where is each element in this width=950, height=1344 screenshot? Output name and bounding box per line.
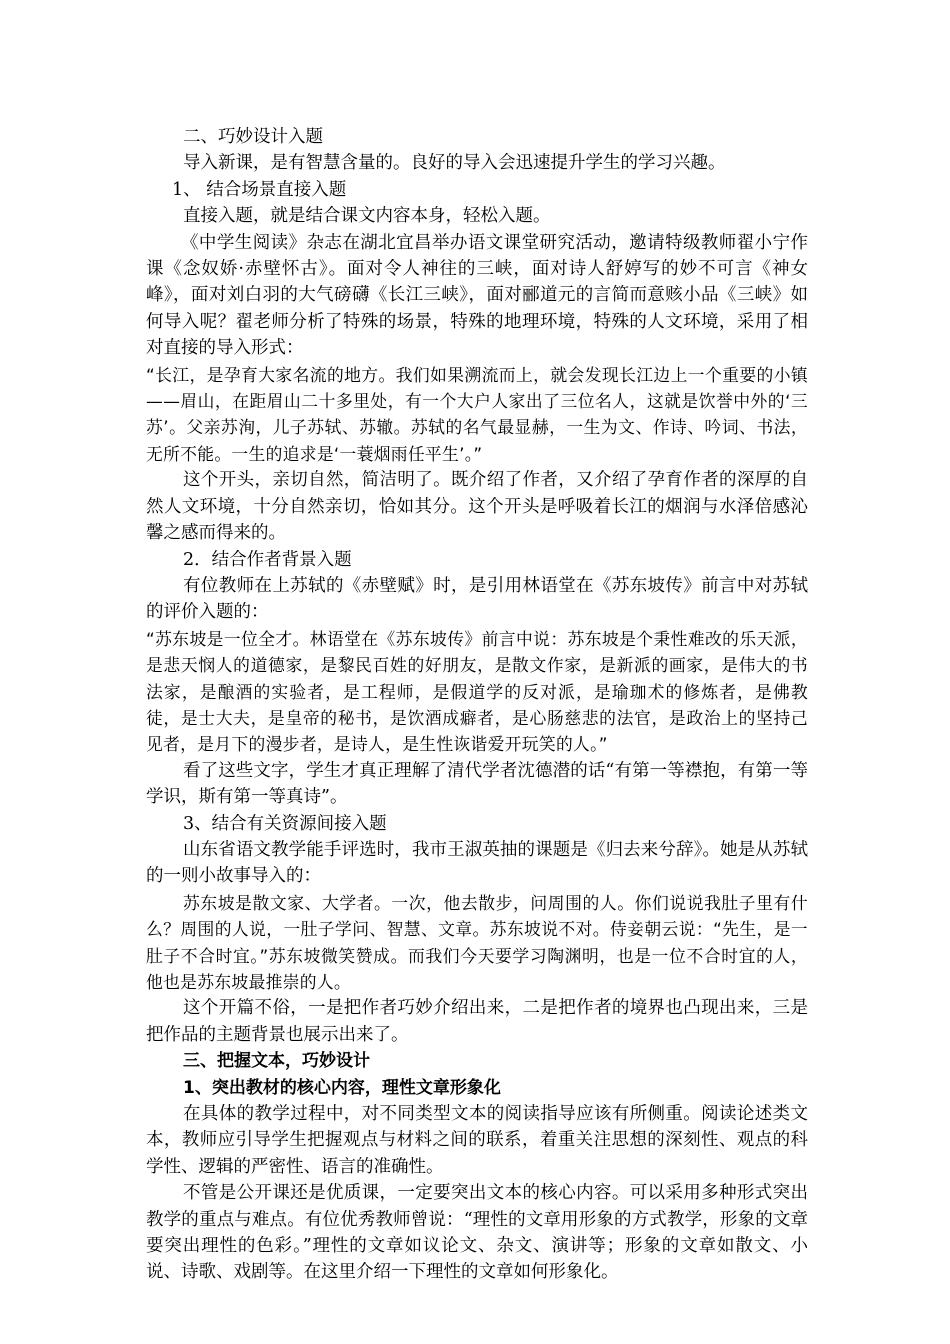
paragraph: 这个开头，亲切自然，简洁明了。既介绍了作者，又介绍了孕育作者的深厚的自然人文环境，十分自然亲切，恰如其分。这个开头是呼吸着长江的烟润与水泽倍感沁馨之感而得来的。 bbox=[146, 470, 808, 544]
section-heading: 二、巧妙设计入题 bbox=[183, 127, 323, 147]
subsection-heading: 2．结合作者背景入题 bbox=[183, 549, 352, 570]
paragraph: 这个开篇不俗，一是把作者巧妙介绍出来，二是把作者的境界也凸现出来，三是把作品的主题背景也展示出来了。 bbox=[146, 998, 808, 1045]
subsection-heading: 3、结合有关资源间接入题 bbox=[183, 813, 387, 834]
section-heading: 三、把握文本，巧妙设计 bbox=[183, 1051, 370, 1072]
quote-paragraph: 苏东坡是散文家、大学者。一次，他去散步，问周围的人。你们说说我肚子里有什么？周围的人说，一肚子学问、智慧、文章。苏东坡说不对。侍妾朝云说：“先生，是一肚子不合时宜。”苏东坡微笑赞成。而我们今天要学习陶渊明，也是一位不合时宜的人，他也是苏东坡最推崇的人。 bbox=[146, 892, 808, 992]
paragraph: 导入新课，是有智慧含量的。良好的导入会迅速提升学生的学习兴趣。 bbox=[183, 153, 726, 174]
paragraph: 有位教师在上苏轼的《赤壁赋》时，是引用林语堂在《苏东坡传》前言中对苏轼的评价入题的： bbox=[146, 575, 808, 623]
paragraph: 《中学生阅读》杂志在湖北宜昌举办语文课堂研究活动，邀请特级教师翟小宁作课《念奴娇·赤壁怀古》。面对令人神往的三峡，面对诗人舒婷写的妙不可言《神女峰》，面对刘白羽的大气磅礴《长江三峡》，面对郦道元的言简而意赅小品《三峡》如何导入呢？翟老师分析了特殊的场景，特殊的地理环境，特殊的人文环境，采用了相对直接的导入形式： bbox=[146, 232, 808, 359]
paragraph: 山东省语文教学能手评选时，我市王淑英抽的课题是《归去来兮辞》。她是从苏轼的一则小故事导入的： bbox=[146, 839, 808, 887]
subsection-heading: 1、突出教材的核心内容，理性文章形象化 bbox=[183, 1077, 501, 1098]
paragraph: 在具体的教学过程中，对不同类型文本的阅读指导应该有所侧重。阅读论述类文本，教师应引导学生把握观点与材料之间的联系，着重关注思想的深刻性、观点的科学性、逻辑的严密性、语言的准确性。 bbox=[146, 1104, 808, 1177]
paragraph: 看了这些文字，学生才真正理解了清代学者沈德潜的话“有第一等襟抱，有第一等学识，斯有第一等真诗”。 bbox=[146, 760, 808, 808]
quote-paragraph: “苏东坡是一位全才。林语堂在《苏东坡传》前言中说：苏东坡是个秉性难改的乐天派，是悲天悯人的道德家，是黎民百姓的好朋友，是散文作家，是新派的画家，是伟大的书法家，是酿酒的实验者，是工程师，是假道学的反对派，是瑜珈术的修炼者，是佛教徒，是士大夫，是皇帝的秘书，是饮酒成癖者，是心肠慈悲的法官，是政治上的坚持己见者，是月下的漫步者，是诗人，是生性诙谐爱开玩笑的人。” bbox=[146, 628, 808, 755]
quote-paragraph: “长江，是孕育大家名流的地方。我们如果溯流而上，就会发现长江边上一个重要的小镇——眉山，在距眉山二十多里处，有一个大户人家出了三位名人，这就是饮誉中外的‘三苏’。父亲苏洵，儿子苏轼、苏辙。苏轼的名气最显赫，一生为文、作诗、吟词、书法，无所不能。一生的追求是‘一蓑烟雨任平生’。” bbox=[146, 364, 808, 464]
document-page bbox=[146, 124, 808, 1286]
paragraph: 直接入题，就是结合课文内容本身，轻松入题。 bbox=[183, 206, 551, 227]
paragraph: 不管是公开课还是优质课，一定要突出文本的核心内容。可以采用多种形式突出教学的重点与难点。有位优秀教师曾说：“理性的文章用形象的方式教学，形象的文章要突出理性的色彩。”理性的文章如议论文、杂文、演讲等；形象的文章如散文、小说、诗歌、戏剧等。在这里介绍一下理性的文章如何形象化。 bbox=[146, 1183, 808, 1283]
subsection-heading: 1、 结合场景直接入题 bbox=[172, 179, 347, 200]
